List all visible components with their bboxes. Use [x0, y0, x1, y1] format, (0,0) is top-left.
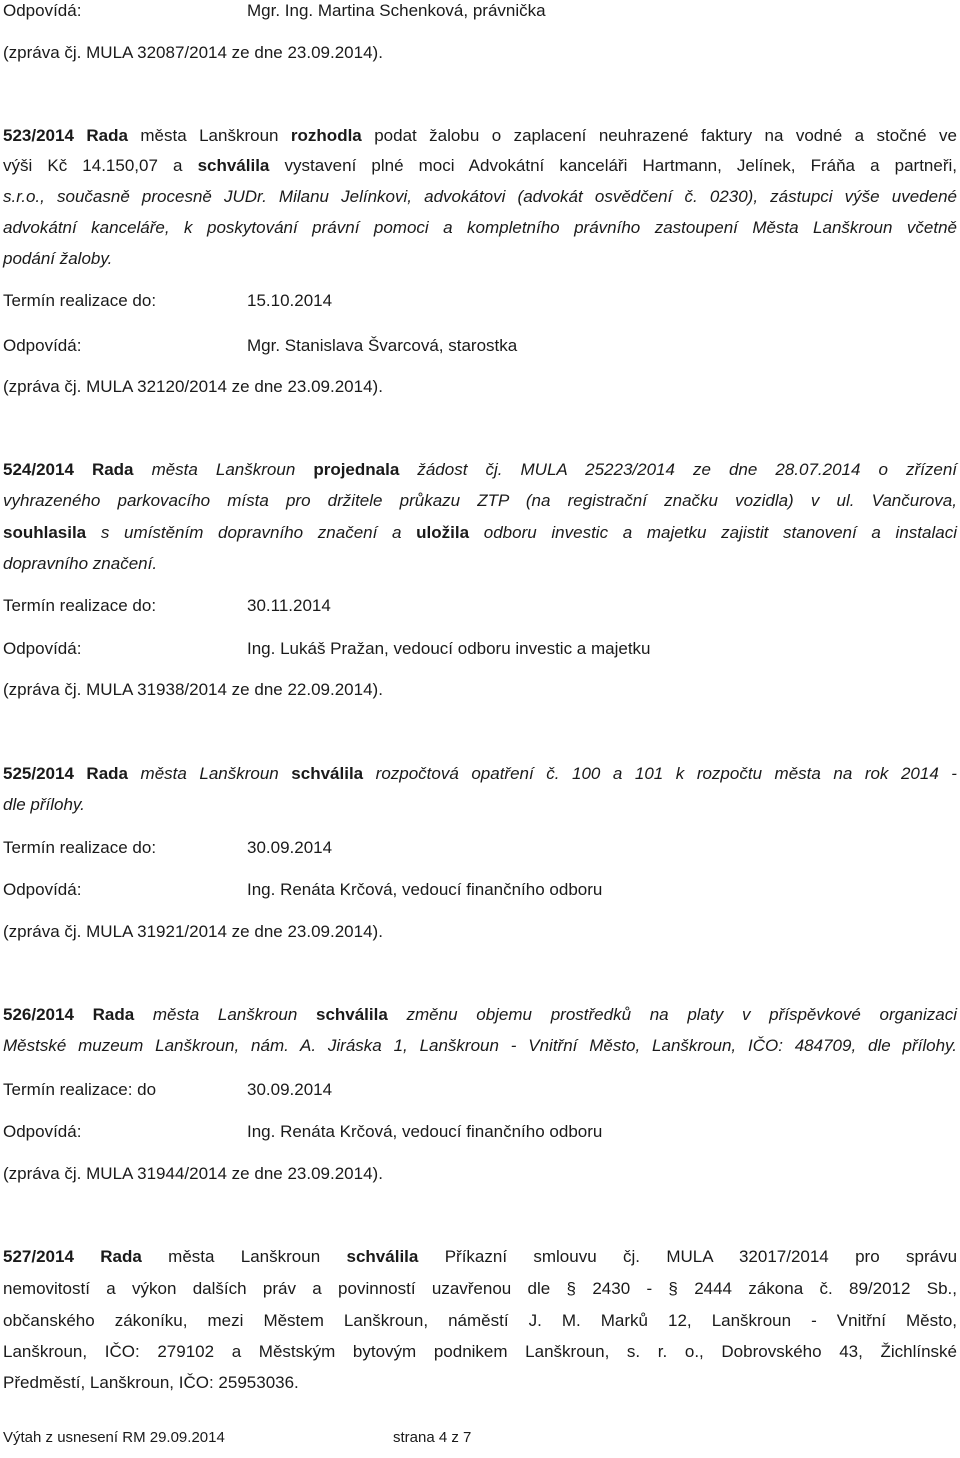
deadline-label: Termín realizace do:	[3, 596, 157, 615]
resolution-523-line-3: s.r.o., současně procesně JUDr. Milanu Jelínkovi, advokátovi (advokát osvědčení č. 0230), zástupci výše uvedené	[3, 187, 957, 206]
resolution-527-line-4: Lanškroun, IČO: 279102 a Městským bytovým podnikem Lanškroun, s. r. o., Dobrovského 43, Žichlínské	[3, 1342, 957, 1361]
responsible-label: Odpovídá:	[3, 639, 82, 658]
deadline-date: 15.10.2014	[247, 291, 333, 310]
resolution-526-line-2: Městské muzeum Lanškroun, nám. A. Jiráska 1, Lanškroun - Vnitřní Město, Lanškroun, IČO: 484709, dle přílohy.	[3, 1036, 957, 1055]
resolution-524-line-3: souhlasila s umístěním dopravního značení a uložila odboru investic a majetku zajistit stanovení a instalaci	[3, 523, 957, 542]
resolution-523-line-4: advokátní kanceláře, k poskytování právní pomoci a kompletního právního zastoupení Města Lanškroun včetně	[3, 218, 957, 237]
resolution-523-line-2: výši Kč 14.150,07 a schválila vystavení plné moci Advokátní kanceláři Hartmann, Jelínek, Fráňa a partneři,	[3, 156, 957, 175]
report-reference: (zpráva čj. MULA 31944/2014 ze dne 23.09.2014).	[3, 1164, 383, 1183]
responsible-name: Mgr. Ing. Martina Schenková, právnička	[247, 1, 546, 20]
resolution-525-line-2: dle přílohy.	[3, 795, 85, 814]
deadline-label: Termín realizace: do	[3, 1080, 157, 1099]
resolution-523-line-1: 523/2014 Rada města Lanškroun rozhodla podat žalobu o zaplacení neuhrazené faktury na vodné a stočné ve	[3, 126, 957, 145]
report-reference: (zpráva čj. MULA 31921/2014 ze dne 23.09.2014).	[3, 922, 383, 941]
responsible-name: Ing. Renáta Krčová, vedoucí finančního odboru	[247, 880, 603, 899]
deadline-date: 30.09.2014	[247, 1080, 333, 1099]
report-reference: (zpráva čj. MULA 31938/2014 ze dne 22.09.2014).	[3, 680, 383, 699]
resolution-527-line-3: občanského zákoníku, mezi Městem Lanškroun, náměstí J. M. Marků 12, Lanškroun - Vnitřní Město,	[3, 1311, 957, 1330]
deadline-date: 30.11.2014	[247, 596, 331, 615]
deadline-label: Termín realizace do:	[3, 291, 157, 310]
responsible-name: Ing. Renáta Krčová, vedoucí finančního odboru	[247, 1122, 603, 1141]
resolution-524-line-4: dopravního značení.	[3, 554, 158, 573]
resolution-527-line-5: Předměstí, Lanškroun, IČO: 25953036.	[3, 1373, 299, 1392]
resolution-525-line-1: 525/2014 Rada města Lanškroun schválila rozpočtová opatření č. 100 a 101 k rozpočtu města na rok 2014 -	[3, 764, 957, 783]
responsible-name: Ing. Lukáš Pražan, vedoucí odboru investic a majetku	[247, 639, 651, 658]
deadline-label: Termín realizace do:	[3, 838, 157, 857]
resolution-524-line-1: 524/2014 Rada města Lanškroun projednala žádost čj. MULA 25223/2014 ze dne 28.07.2014 o zřízení	[3, 460, 957, 479]
resolution-527-line-2: nemovitostí a výkon dalších práv a povinností uzavřenou dle § 2430 - § 2444 zákona č. 89/2012 Sb.,	[3, 1279, 957, 1298]
report-reference: (zpráva čj. MULA 32087/2014 ze dne 23.09.2014).	[3, 43, 383, 62]
responsible-label: Odpovídá:	[3, 1, 82, 20]
resolution-524-line-2: vyhrazeného parkovacího místa pro držitele průkazu ZTP (na registrační značku vozidla) v ul. Vančurova,	[3, 491, 957, 510]
resolution-527-line-1: 527/2014 Rada města Lanškroun schválila Příkazní smlouvu čj. MULA 32017/2014 pro správu	[3, 1247, 958, 1266]
report-reference: (zpráva čj. MULA 32120/2014 ze dne 23.09.2014).	[3, 377, 383, 396]
footer-title: Výtah z usnesení RM 29.09.2014	[3, 1429, 225, 1446]
resolution-523-line-5: podání žaloby.	[3, 249, 113, 268]
deadline-date: 30.09.2014	[247, 838, 333, 857]
resolution-526-line-1: 526/2014 Rada města Lanškroun schválila změnu objemu prostředků na platy v příspěvkové organizaci	[3, 1005, 957, 1024]
page-number: strana 4 z 7	[393, 1429, 472, 1446]
responsible-label: Odpovídá:	[3, 880, 82, 899]
responsible-label: Odpovídá:	[3, 1122, 82, 1141]
responsible-name: Mgr. Stanislava Švarcová, starostka	[247, 336, 518, 355]
responsible-label: Odpovídá:	[3, 336, 82, 355]
